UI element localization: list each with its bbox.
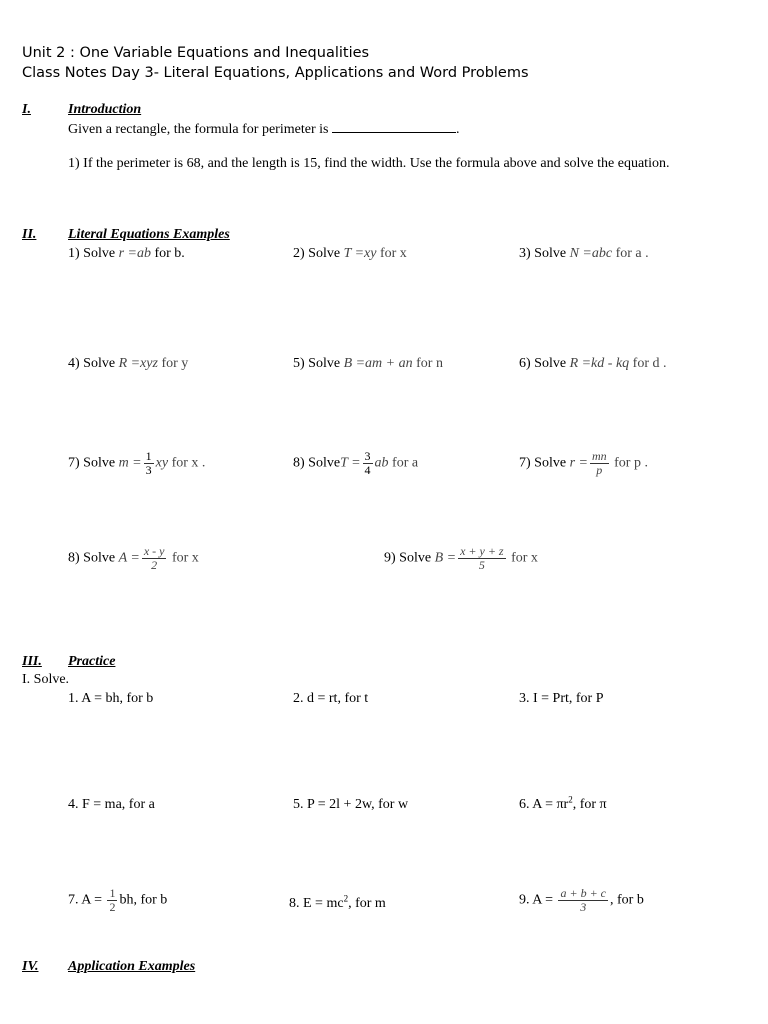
practice-problem-4: 4. F = ma, for a bbox=[68, 797, 155, 812]
example-label: 7) Solve bbox=[519, 455, 567, 471]
literal-example-9 bbox=[519, 450, 648, 476]
section-1-title: Introduction bbox=[68, 102, 142, 117]
example-instruction: for x bbox=[379, 246, 407, 261]
example-rhs: ab bbox=[374, 455, 389, 471]
example-instruction: for b. bbox=[154, 246, 185, 261]
fraction-numerator: x - y bbox=[143, 544, 165, 558]
problem-text: 9. A = bbox=[519, 892, 557, 908]
literal-example-5 bbox=[293, 356, 443, 372]
example-rhs: xy bbox=[155, 455, 169, 471]
literal-example-6 bbox=[519, 356, 666, 372]
fraction bbox=[107, 887, 117, 913]
fraction-denominator: 2 bbox=[109, 899, 116, 914]
fraction-numerator: 1 bbox=[109, 886, 116, 900]
example-label: 9) Solve bbox=[384, 550, 432, 566]
problem-text-end: , for m bbox=[348, 896, 386, 911]
practice-problem-5: 5. P = 2l + 2w, for w bbox=[293, 797, 409, 812]
problem-text-end: , for π bbox=[572, 797, 607, 812]
literal-example-2 bbox=[293, 246, 407, 262]
example-lhs: m = bbox=[118, 455, 142, 471]
example-instruction: for p . bbox=[614, 455, 648, 471]
intro-question-1: 1) If the perimeter is 68, and the length is 15, find the width. Use the formula above and solve the equation. bbox=[68, 156, 670, 171]
example-equation: r =ab bbox=[118, 246, 151, 261]
practice-problem-8 bbox=[289, 893, 386, 912]
fraction bbox=[144, 450, 154, 476]
example-lhs: r = bbox=[569, 455, 588, 471]
document-title: Unit 2 : One Variable Equations and Inequalities bbox=[22, 45, 370, 61]
exponent: 2 bbox=[568, 794, 573, 805]
literal-example-11 bbox=[384, 545, 538, 571]
section-1-numeral: I. bbox=[22, 102, 31, 117]
literal-example-3 bbox=[519, 246, 649, 262]
literal-example-10 bbox=[68, 545, 199, 571]
literal-example-7 bbox=[68, 450, 205, 476]
problem-text-end: bh, for b bbox=[119, 892, 168, 908]
example-instruction: for x . bbox=[171, 455, 206, 471]
example-lhs: B = bbox=[434, 550, 457, 566]
practice-problem-9 bbox=[519, 887, 644, 913]
fraction-numerator: 3 bbox=[364, 449, 371, 463]
example-lhs: A = bbox=[118, 550, 140, 566]
fraction-denominator: 3 bbox=[145, 462, 152, 477]
practice-problem-3: 3. I = Prt, for P bbox=[519, 691, 604, 706]
problem-text: 6. A = πr bbox=[519, 797, 569, 812]
example-label: 1) Solve bbox=[68, 246, 116, 261]
example-instruction: for y bbox=[161, 356, 189, 371]
fraction bbox=[458, 545, 506, 571]
fraction-denominator: 2 bbox=[151, 557, 158, 572]
intro-given-text: Given a rectangle, the formula for perimeter is bbox=[68, 122, 329, 137]
example-label: 3) Solve bbox=[519, 246, 567, 261]
example-instruction: for a bbox=[392, 455, 419, 471]
exponent: 2 bbox=[343, 893, 349, 904]
example-instruction: for a . bbox=[615, 246, 649, 261]
example-label: 2) Solve bbox=[293, 246, 341, 261]
practice-problem-1: 1. A = bh, for b bbox=[68, 691, 154, 706]
intro-given-line bbox=[68, 120, 459, 138]
section-4-title: Application Examples bbox=[68, 959, 196, 974]
section-2-numeral: II. bbox=[22, 227, 37, 242]
example-equation: B =am + an bbox=[343, 356, 413, 371]
section-3-title: Practice bbox=[68, 654, 116, 669]
example-instruction: for x bbox=[171, 550, 199, 566]
fraction-numerator: a + b + c bbox=[560, 886, 606, 900]
practice-problem-6 bbox=[519, 794, 607, 813]
section-4-numeral: IV. bbox=[22, 959, 39, 974]
example-equation: T =xy bbox=[343, 246, 377, 261]
practice-problem-2: 2. d = rt, for t bbox=[293, 691, 369, 706]
example-label: 7) Solve bbox=[68, 455, 116, 471]
intro-given-end: . bbox=[455, 122, 460, 137]
problem-text: 8. E = mc bbox=[289, 896, 344, 911]
problem-text-end: , for b bbox=[610, 892, 644, 908]
literal-example-1 bbox=[68, 246, 185, 262]
example-label: 8) Solve bbox=[68, 550, 116, 566]
example-equation: R =xyz bbox=[118, 356, 158, 371]
section-3-numeral: III. bbox=[22, 654, 42, 669]
example-instruction: for d . bbox=[632, 356, 667, 371]
example-label: 6) Solve bbox=[519, 356, 567, 371]
fraction-denominator: 5 bbox=[478, 557, 485, 572]
fraction bbox=[590, 450, 609, 476]
section-2-title: Literal Equations Examples bbox=[68, 227, 230, 242]
problem-text: 7. A = bbox=[68, 892, 106, 908]
example-label: 4) Solve bbox=[68, 356, 116, 371]
example-label: 5) Solve bbox=[293, 356, 341, 371]
example-instruction: for n bbox=[416, 356, 443, 371]
example-equation: N =abc bbox=[569, 246, 613, 261]
fraction bbox=[142, 545, 167, 571]
practice-problem-7 bbox=[68, 887, 167, 913]
fraction bbox=[558, 887, 608, 913]
literal-example-8 bbox=[293, 450, 418, 476]
practice-subheading: I. Solve. bbox=[22, 672, 70, 687]
fraction-denominator: p bbox=[596, 462, 603, 477]
example-lhs: T = bbox=[340, 455, 361, 471]
example-instruction: for x bbox=[511, 550, 538, 566]
fraction-denominator: 4 bbox=[364, 462, 371, 477]
example-equation: R =kd - kq bbox=[569, 356, 630, 371]
example-label: 8) Solve bbox=[293, 455, 341, 471]
literal-example-4 bbox=[68, 356, 188, 372]
fraction-numerator: mn bbox=[591, 449, 607, 463]
document-subtitle: Class Notes Day 3- Literal Equations, Applications and Word Problems bbox=[22, 65, 529, 81]
fraction-numerator: x + y + z bbox=[460, 544, 504, 558]
fraction-numerator: 1 bbox=[145, 449, 152, 463]
answer-blank[interactable] bbox=[332, 120, 456, 133]
fraction bbox=[363, 450, 373, 476]
fraction-denominator: 3 bbox=[580, 899, 587, 914]
